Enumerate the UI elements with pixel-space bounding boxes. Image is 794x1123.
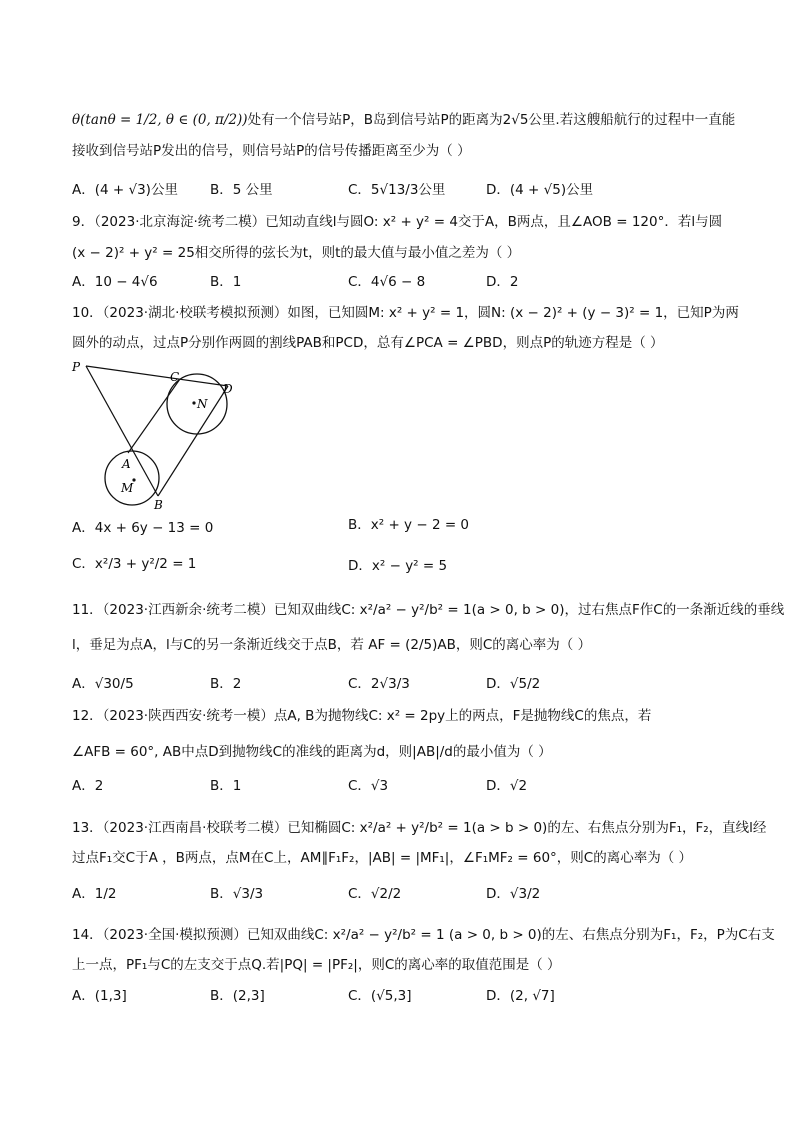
- label-m: M: [121, 481, 134, 495]
- q11-option-d[interactable]: D．√5/2: [486, 676, 541, 692]
- q11-option-a[interactable]: A．√30/5: [72, 676, 134, 692]
- label-d: D: [223, 382, 233, 396]
- q12-line-2: ∠AFB = 60°, AB中点D到抛物线C的准线的距离为d，则|AB|/d的最小值为（ ）: [72, 744, 552, 760]
- q12-option-d[interactable]: D．√2: [486, 778, 528, 794]
- q11-option-c[interactable]: C．2√3/3: [348, 676, 410, 692]
- q9-line-2: (x − 2)² + y² = 25相交所得的弦长为t，则t的最大值与最小值之差为（ ）: [72, 245, 521, 261]
- q12-option-c[interactable]: C．√3: [348, 778, 389, 794]
- q8-option-b[interactable]: B．5 公里: [210, 182, 273, 198]
- q13-line-2: 过点F₁交C于A ，B两点，点M在C上，AM∥F₁F₂，|AB| = |MF₁|，∠F₁MF₂ = 60°，则C的离心率为（ ）: [72, 850, 693, 866]
- q12-line-1: 12．（2023·陕西西安·统考一模）点A, B为抛物线C: x² = 2py上的两点，F是抛物线C的焦点，若: [72, 708, 652, 724]
- q12-option-a[interactable]: A．2: [72, 778, 104, 794]
- center-n-dot: [192, 401, 195, 404]
- q14-option-c[interactable]: C．(√5,3]: [348, 988, 412, 1004]
- q10-option-c[interactable]: C．x²/3 + y²/2 = 1: [72, 556, 197, 572]
- circle-m: [105, 451, 159, 505]
- q10-figure: [66, 356, 246, 516]
- q13-option-b[interactable]: B．√3/3: [210, 886, 264, 902]
- q9-option-c[interactable]: C．4√6 − 8: [348, 274, 426, 290]
- label-n: N: [197, 397, 208, 411]
- q14-line-1: 14．（2023·全国·模拟预测）已知双曲线C: x²/a² − y²/b² = 1 (a > 0, b > 0)的左、右焦点分别为F₁，F₂，P为C右支: [72, 927, 775, 943]
- q14-option-d[interactable]: D．(2, √7]: [486, 988, 555, 1004]
- q12-option-b[interactable]: B．1: [210, 778, 242, 794]
- q10-option-a[interactable]: A．4x + 6y − 13 = 0: [72, 520, 214, 536]
- q8-option-d[interactable]: D．(4 + √5)公里: [486, 182, 594, 198]
- q8-option-a[interactable]: A．(4 + √3)公里: [72, 182, 178, 198]
- q11-option-b[interactable]: B．2: [210, 676, 242, 692]
- q11-line-1: 11．（2023·江西新余·统考二模）已知双曲线C: x²/a² − y²/b² = 1(a > 0, b > 0)，过右焦点F作C的一条渐近线的垂线: [72, 602, 785, 618]
- q10-option-d[interactable]: D．x² − y² = 5: [348, 558, 448, 574]
- q9-option-b[interactable]: B．1: [210, 274, 242, 290]
- q13-option-c[interactable]: C．√2/2: [348, 886, 402, 902]
- q11-line-2: l，垂足为点A，l与C的另一条渐近线交于点B，若 AF = (2/5)AB，则C的离心率为（ ）: [72, 637, 592, 653]
- q10-line-1: 10．（2023·湖北·校联考模拟预测）如图，已知圆M: x² + y² = 1，圆N: (x − 2)² + (y − 3)² = 1，已知P为两: [72, 305, 739, 321]
- q8-option-c[interactable]: C．5√13/3公里: [348, 182, 446, 198]
- label-a: A: [122, 457, 131, 471]
- q9-line-1: 9．（2023·北京海淀·统考二模）已知动直线l与圆O: x² + y² = 4交于A，B两点，且∠AOB = 120°．若l与圆: [72, 214, 723, 230]
- q8-angle-condition: θ(tanθ = 1/2, θ ∈ (0, π/2)): [72, 112, 248, 128]
- q13-option-d[interactable]: D．√3/2: [486, 886, 541, 902]
- label-c: C: [170, 370, 180, 384]
- q14-option-b[interactable]: B．(2,3]: [210, 988, 265, 1004]
- q13-line-1: 13．（2023·江西南昌·校联考二模）已知椭圆C: x²/a² + y²/b² = 1(a > b > 0)的左、右焦点分别为F₁，F₂，直线l经: [72, 820, 767, 836]
- q8-line-2: 接收到信号站P发出的信号，则信号站P的信号传播距离至少为（ ）: [72, 143, 471, 159]
- chord-ac: [128, 379, 180, 453]
- q8-line-1: [72, 110, 736, 130]
- q14-line-2: 上一点，PF₁与C的左支交于点Q.若|PQ| = |PF₂|，则C的离心率的取值范围是（ ）: [72, 957, 561, 973]
- q9-option-a[interactable]: A．10 − 4√6: [72, 274, 158, 290]
- label-b: B: [154, 498, 163, 512]
- q13-option-a[interactable]: A．1/2: [72, 886, 117, 902]
- q8-line-1-text: 处有一个信号站P，B岛到信号站P的距离为2√5公里.若这艘船航行的过程中一直能: [247, 112, 736, 128]
- secant-pab: [86, 366, 158, 496]
- q10-line-2: 圆外的动点，过点P分别作两圆的割线PAB和PCD，总有∠PCA = ∠PBD，则点P的轨迹方程是（ ）: [72, 335, 664, 351]
- q14-option-a[interactable]: A．(1,3]: [72, 988, 127, 1004]
- q9-option-d[interactable]: D．2: [486, 274, 519, 290]
- label-p: P: [72, 360, 81, 374]
- q10-option-b[interactable]: B．x² + y − 2 = 0: [348, 517, 470, 533]
